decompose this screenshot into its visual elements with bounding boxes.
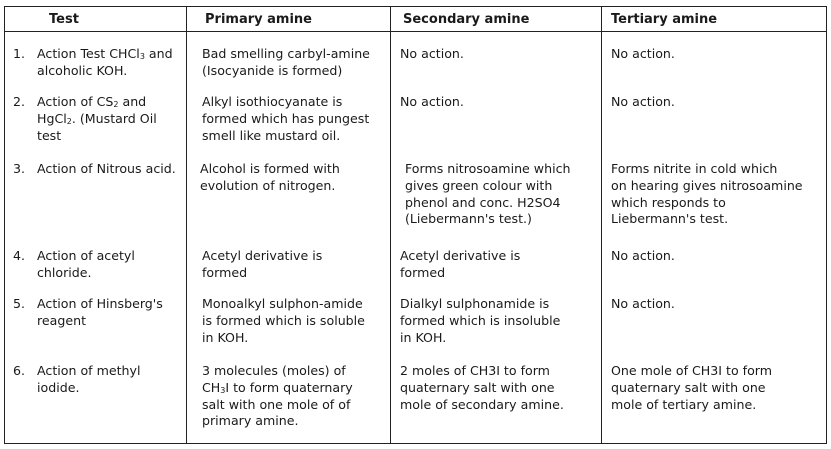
- column-divider: [601, 7, 602, 443]
- secondary-cell: Dialkyl sulphonamide is formed which is insoluble in KOH.: [400, 296, 561, 345]
- primary-cell: Alcohol is formed with evolution of nitrogen.: [200, 161, 340, 193]
- primary-cell: Acetyl derivative is formed: [202, 248, 323, 280]
- column-divider: [390, 7, 391, 443]
- header-primary-amine: Primary amine: [205, 12, 312, 27]
- test-cell: Action of Hinsberg's reagent: [37, 296, 163, 328]
- row-number: 5.: [13, 296, 26, 311]
- tertiary-cell: No action.: [611, 46, 675, 61]
- test-cell: Action of $CS_2$ and HgCl$_2$. (Mustard Oil test: [37, 94, 157, 143]
- secondary-cell: 2 moles of CH3I to form quaternary salt with one mole of secondary amine.: [400, 363, 564, 412]
- tertiary-cell: Forms nitrite in cold which on hearing gives nitrosoamine which responds to Liebermann's test.: [611, 161, 803, 227]
- header-tertiary-amine: Tertiary amine: [611, 12, 718, 27]
- header-test: Test: [49, 12, 79, 27]
- row-number: 3.: [13, 161, 26, 176]
- header-secondary-amine: Secondary amine: [403, 12, 530, 27]
- secondary-cell: Acetyl derivative is formed: [400, 248, 521, 280]
- tertiary-cell: No action.: [611, 296, 675, 311]
- test-cell: Action of methyl iodide.: [37, 363, 141, 395]
- row-number: 2.: [13, 94, 26, 109]
- amine-tests-table: [4, 6, 827, 444]
- secondary-cell: No action.: [400, 94, 464, 109]
- test-cell: Action Test CHCl$_3$ and alcoholic KOH.: [37, 46, 173, 78]
- secondary-cell: No action.: [400, 46, 464, 61]
- test-cell: Action of Nitrous acid.: [37, 161, 176, 176]
- test-cell: Action of acetyl chloride.: [37, 248, 135, 280]
- primary-cell: Monoalkyl sulphon-amide is formed which is soluble in KOH.: [202, 296, 365, 345]
- tertiary-cell: No action.: [611, 248, 675, 263]
- row-number: 1.: [13, 46, 26, 61]
- tertiary-cell: One mole of CH3I to form quaternary salt with one mole of tertiary amine.: [611, 363, 773, 412]
- primary-cell: 3 molecules (moles) of $CH_3I$ to form quaternary salt with one mole of of primary amine.: [202, 363, 353, 429]
- secondary-cell: Forms nitrosoamine which gives green colour with phenol and conc. H2SO4 (Liebermann's test.): [405, 161, 571, 227]
- row-number: 6.: [13, 363, 26, 378]
- primary-cell: Bad smelling carbyl-amine (Isocyanide is formed): [202, 46, 370, 78]
- primary-cell: Alkyl isothiocyanate is formed which has pungest smell like mustard oil.: [202, 94, 370, 143]
- tertiary-cell: No action.: [611, 94, 675, 109]
- row-number: 4.: [13, 248, 26, 263]
- column-divider: [186, 7, 187, 443]
